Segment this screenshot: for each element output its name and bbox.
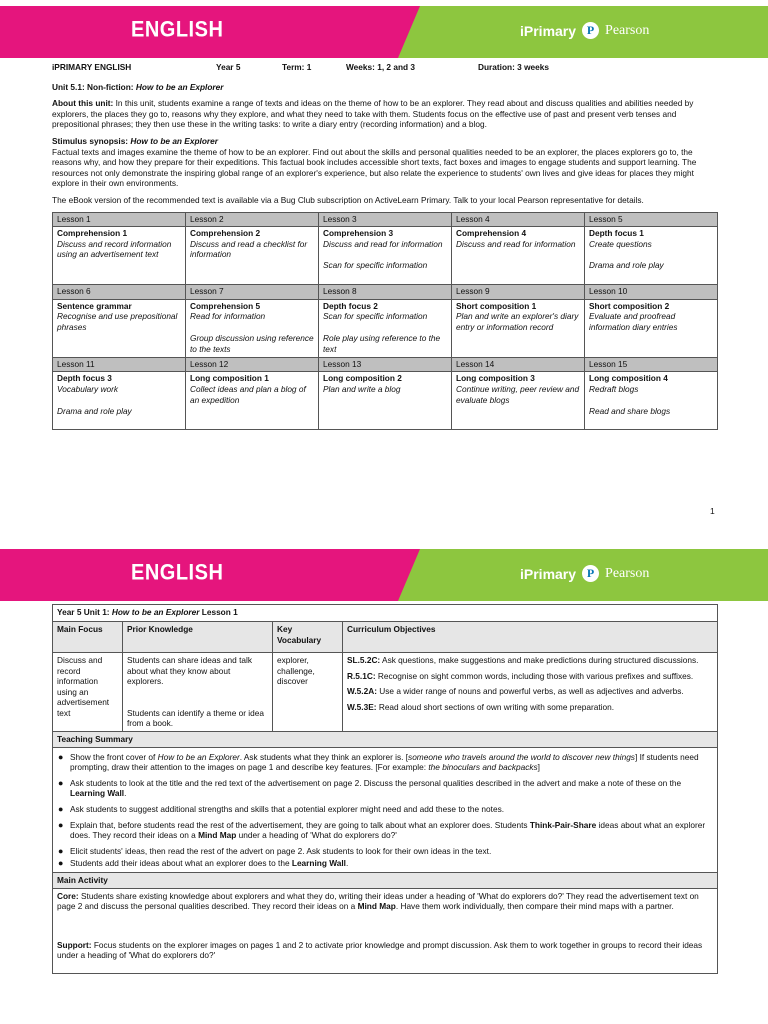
lesson-label: Lesson 6 — [53, 285, 186, 300]
lesson-title: Comprehension 1 — [57, 228, 128, 239]
curriculum-objectives-cell: SL.5.2C: Ask questions, make suggestions and make predictions during structured discussions. R.5.1C: Recognise on sight common words, including those with various prefixes and suffixes. W.5.2A: Use a wider range of nouns and powerful verbs, as well as adjectives and adverbs. W.5.3E: Read aloud short sections of own writing with some preparation. — [343, 653, 718, 732]
course-name: iPRIMARY ENGLISH — [52, 62, 132, 72]
lesson-description: Discuss and read a checklist for information — [190, 238, 308, 260]
prior-knowledge-cell: Students can share ideas and talk about what they know about explorers. Students can identify a theme or idea from a book. — [123, 653, 273, 732]
lesson-description: Drama and role play — [57, 405, 132, 416]
lesson-cell — [452, 299, 585, 357]
lesson-cell — [53, 372, 186, 430]
pearson-label: Pearson — [605, 565, 650, 581]
main-focus-cell: Discuss and record information using an advertisement text — [53, 653, 123, 732]
lesson-label: Lesson 14 — [452, 357, 585, 372]
lesson-description: Redraft blogs — [589, 383, 639, 394]
teaching-summary-header: Teaching Summary — [53, 731, 718, 747]
lesson-label: Lesson 5 — [585, 212, 718, 227]
lesson-cell — [186, 372, 319, 430]
summary-bullet: ● Ask students to suggest additional strengths and skills that a potential explorer might need and add these to the notes. — [70, 804, 713, 815]
lesson-header-row — [53, 357, 718, 372]
lesson-description: Plan and write an explorer's diary entry or information record — [456, 311, 579, 332]
lesson-label: Lesson 7 — [186, 285, 319, 300]
unit-heading: Unit 5.1: Non-fiction: How to be an Explorer — [52, 81, 224, 92]
lesson-header-row — [53, 212, 718, 227]
lesson-cell — [319, 372, 452, 430]
lesson-cell — [186, 227, 319, 285]
lesson-cell — [53, 299, 186, 357]
lesson-content-row — [53, 372, 718, 430]
lesson-description: Group discussion using reference to the texts — [190, 332, 314, 354]
lesson-description: Read and share blogs — [589, 405, 671, 416]
iprimary-label: iPrimary — [520, 565, 577, 582]
teaching-summary-cell — [53, 747, 718, 872]
lesson-plan — [52, 604, 718, 974]
pearson-logo-icon: P — [582, 565, 599, 582]
lesson-title: Short composition 1 — [456, 300, 537, 311]
summary-bullet: ● Explain that, before students read the rest of the advertisement, they are going to talk about what an explorer does. Students Think-Pair-Share ideas about what an explorer does. They record their ideas on a Mind Map under a heading of 'What do explorers do?' — [70, 820, 713, 841]
lesson-description: Recognise and use prepositional phrases — [57, 311, 178, 332]
lesson-title: Comprehension 4 — [456, 228, 527, 239]
lesson-description: Continue writing, peer review and evaluate blogs — [456, 383, 580, 405]
lesson-description: Discuss and read for information — [323, 238, 443, 249]
duration: Duration: 3 weeks — [478, 62, 550, 72]
lesson-title: Long composition 3 — [456, 373, 535, 384]
lesson-cell — [452, 227, 585, 285]
prior-knowledge-header: Prior Knowledge — [123, 622, 273, 653]
lesson-description: Vocabulary work — [57, 383, 119, 394]
summary-bullet: ● Elicit students' ideas, then read the rest of the advert on page 2. Ask students to look for their own ideas in the text. — [70, 846, 713, 857]
subject-title: ENGLISH — [131, 17, 224, 43]
lesson-description: Role play using reference to the text — [323, 332, 441, 354]
lesson-title: Depth focus 2 — [323, 300, 378, 311]
lesson-cell — [585, 372, 718, 430]
page-number: 1 — [710, 506, 715, 516]
main-activity-header: Main Activity — [53, 872, 718, 888]
summary-bullet: ● Students add their ideas about what an explorer does to the Learning Wall. — [70, 858, 713, 869]
ebook-note: The eBook version of the recommended text is available via a Bug Club subscription on ActiveLearn Primary. Talk to your local Pearson representative for details. — [52, 194, 644, 205]
about-unit: About this unit: In this unit, students examine a range of texts and ideas on the theme of how to be an explorer. They read about and discuss qualities and abilities needed by explorers, the places they go to, reasons why they explore, and what they need to take with them. Students focus on the effective use of past and present verb tenses and prepositional phrases; they then use these in the writing tasks: to write a diary entry (recording information) and a blog. — [52, 98, 694, 130]
lesson-description: Discuss and read for information — [456, 238, 576, 249]
lesson-cell — [319, 227, 452, 285]
support-activity: Support: Focus students on the explorer images on pages 1 and 2 to activate prior knowledge and prompt discussion. Ask them to work together in groups to record their ideas under a heading of 'What do explorers do?' — [57, 939, 703, 961]
main-activity-cell — [53, 888, 718, 973]
term: Term: 1 — [282, 62, 312, 72]
lesson-label: Lesson 9 — [452, 285, 585, 300]
curriculum-objectives-header: Curriculum Objectives — [343, 622, 718, 653]
key-vocabulary-cell: explorer, challenge, discover — [273, 653, 343, 732]
lesson-description: Create questions — [589, 238, 652, 249]
unit-overview — [52, 62, 720, 430]
lesson-description: Evaluate and proofread information diary entries — [589, 311, 678, 332]
lesson-label: Lesson 1 — [53, 212, 186, 227]
lesson-label: Lesson 8 — [319, 285, 452, 300]
year: Year 5 — [216, 62, 241, 72]
pearson-logo-icon: P — [582, 22, 599, 39]
lesson-description: Collect ideas and plan a blog of an expedition — [190, 383, 306, 405]
lesson-title: Comprehension 5 — [190, 300, 261, 311]
lesson-description: Scan for specific information — [323, 311, 428, 322]
lesson-cell — [585, 227, 718, 285]
weeks: Weeks: 1, 2 and 3 — [346, 62, 416, 72]
lesson-label: Lesson 12 — [186, 357, 319, 372]
lesson-label: Lesson 3 — [319, 212, 452, 227]
lesson-title: Depth focus 3 — [57, 373, 112, 384]
stimulus-heading: Stimulus synopsis: How to be an Explorer — [52, 135, 218, 146]
subject-title: ENGLISH — [131, 560, 224, 586]
banner-background — [0, 6, 768, 58]
lesson-label: Lesson 13 — [319, 357, 452, 372]
banner-background — [0, 549, 768, 601]
lesson-title: Long composition 2 — [323, 373, 402, 384]
lesson-label: Lesson 15 — [585, 357, 718, 372]
lesson-cell — [452, 372, 585, 430]
header-banner-2 — [0, 549, 768, 601]
lesson-title: Sentence grammar — [57, 300, 132, 311]
iprimary-label: iPrimary — [520, 22, 577, 39]
header-banner — [0, 6, 768, 58]
lesson-title: Long composition 1 — [190, 373, 269, 384]
lesson-content-row — [53, 299, 718, 357]
lesson-description: Read for information — [190, 311, 266, 322]
lesson-cell — [53, 227, 186, 285]
lesson-label: Lesson 2 — [186, 212, 319, 227]
summary-bullet: ● Show the front cover of How to be an Explorer. Ask students what they think an explorer is. [someone who travels around the world to discover new things] If students need prompting, draw their attention to the images on page 1 and describe key features. [For example: the binoculars and backpacks] — [70, 752, 713, 773]
lesson-cell — [319, 299, 452, 357]
lesson-heading: Year 5 Unit 1: How to be an Explorer Lesson 1 — [53, 605, 718, 622]
lesson-label: Lesson 11 — [53, 357, 186, 372]
lesson-label: Lesson 4 — [452, 212, 585, 227]
lesson-label: Lesson 10 — [585, 285, 718, 300]
lesson-description: Discuss and record information using an advertisement text — [57, 238, 172, 260]
lesson-description: Drama and role play — [589, 260, 664, 271]
core-activity: Core: Students share existing knowledge about explorers and what they do, writing their ideas under a heading of 'What do explorers do?' They read the advertisement text on page 2 and discuss the personal qualities described. They record their ideas on a Mind Map. Have them work individually, then compare their mind maps with a partner. — [57, 890, 699, 912]
lesson-title: Long composition 4 — [589, 373, 668, 384]
lesson-cell — [585, 299, 718, 357]
lesson-title: Short composition 2 — [589, 300, 670, 311]
key-vocabulary-header: Key Vocabulary — [273, 622, 343, 653]
lesson-header-row — [53, 285, 718, 300]
lesson-title: Depth focus 1 — [589, 228, 644, 239]
lesson-description: Scan for specific information — [323, 260, 428, 271]
lesson-overview-table — [52, 212, 718, 431]
lesson-plan-table — [52, 604, 718, 974]
lesson-title: Comprehension 2 — [190, 228, 261, 239]
summary-bullet: ● Ask students to look at the title and the red text of the advertisement on page 2. Discuss the personal qualities described in the advert and make a note of these on the Learning Wall. — [70, 778, 713, 799]
lesson-description: Plan and write a blog — [323, 383, 401, 394]
brand-logo — [520, 22, 649, 39]
pearson-label: Pearson — [605, 22, 650, 38]
course-meta — [52, 62, 720, 73]
main-focus-header: Main Focus — [53, 622, 123, 653]
lesson-cell — [186, 299, 319, 357]
lesson-title: Comprehension 3 — [323, 228, 394, 239]
lesson-content-row — [53, 227, 718, 285]
brand-logo — [520, 565, 649, 582]
stimulus-synopsis: Factual texts and images examine the theme of how to be an explorer. Find out about the skills and personal qualities needed to be an explorer, the places explorers go to, the reasons why, and how they prepare for their expeditions. This factual book includes accessible short texts, fact boxes and images to engage students and support learning. The resources not only demonstrate the inspiring global range of an explorer's experience, but also relate the experience to students' own lives and give ideas for places they might explore in their own environments. — [52, 146, 697, 189]
